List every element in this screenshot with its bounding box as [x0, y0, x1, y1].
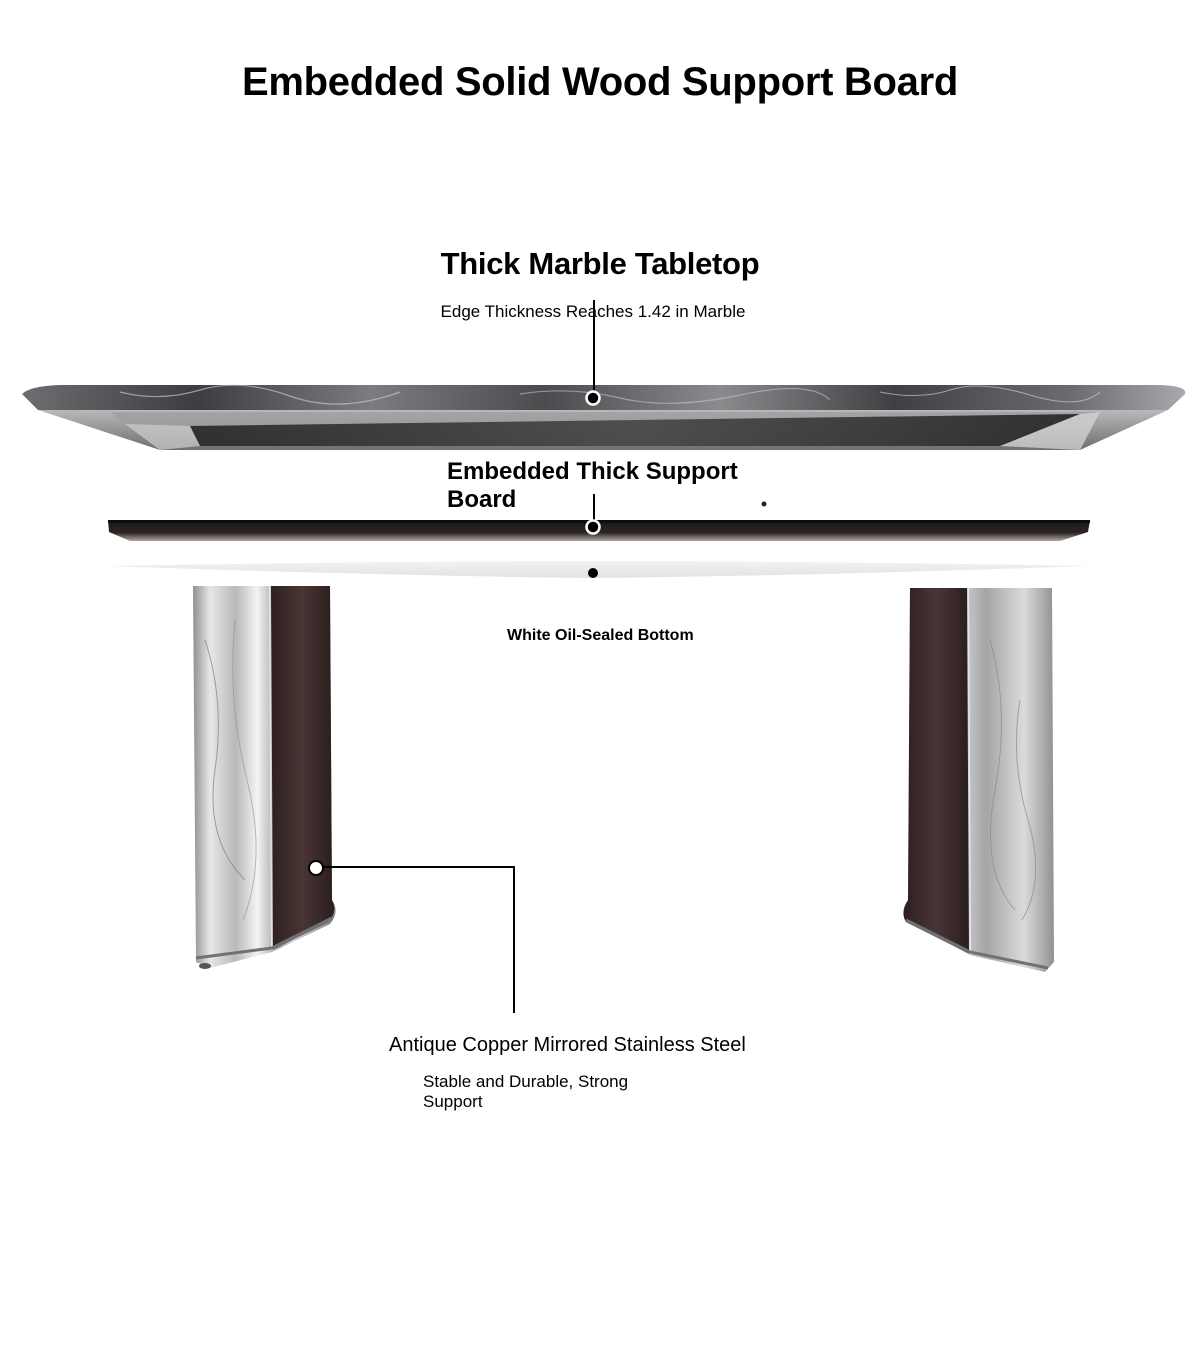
left-leg	[193, 586, 336, 969]
tabletop-callout-title: Thick Marble Tabletop	[440, 246, 760, 281]
legs-callout-subtitle: Stable and Durable, Strong Support	[423, 1072, 629, 1111]
tabletop-callout-subtitle: Edge Thickness Reaches 1.42 in Marble	[440, 302, 746, 321]
legs-callout-title: Antique Copper Mirrored Stainless Steel	[389, 1034, 746, 1056]
support-board-callout-title: Embedded Thick Support Board	[447, 458, 738, 513]
white-bottom-panel	[105, 561, 1090, 578]
bottom-callout-title: White Oil-Sealed Bottom	[507, 627, 694, 644]
right-leg	[903, 588, 1054, 972]
page-title: Embedded Solid Wood Support Board	[242, 60, 958, 104]
marble-tabletop	[22, 385, 1185, 450]
